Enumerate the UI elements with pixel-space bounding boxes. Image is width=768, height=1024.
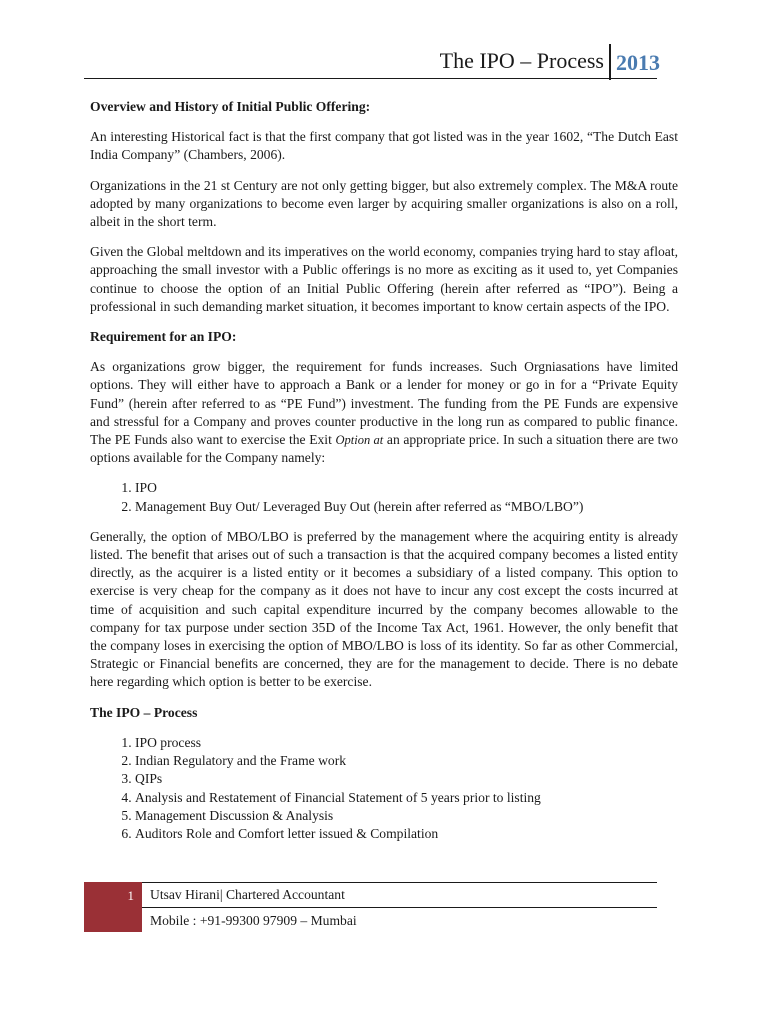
document-body bbox=[90, 98, 678, 855]
footer-author: Utsav Hirani| Chartered Accountant bbox=[150, 887, 345, 902]
requirement-paragraph bbox=[90, 358, 678, 467]
list-item: 4. Analysis and Restatement of Financial Statement of 5 years prior to listing bbox=[135, 789, 678, 807]
footer-rule-middle bbox=[142, 907, 657, 908]
page-header bbox=[0, 44, 768, 80]
requirement-heading: Requirement for an IPO: bbox=[90, 329, 237, 345]
requirement-text-italic: Option at bbox=[335, 433, 384, 448]
header-divider bbox=[609, 44, 611, 80]
list-item: 5. Management Discussion & Analysis bbox=[135, 807, 678, 825]
list-item: 2. Management Buy Out/ Leveraged Buy Out (herein after referred as “MBO/LBO”) bbox=[135, 498, 678, 516]
overview-heading: Overview and History of Initial Public Offering: bbox=[90, 99, 371, 114]
overview-paragraph-1: An interesting Historical fact is that the first company that got listed was in the year 1602, “The Dutch East India Company” (Chambers, 2006). bbox=[90, 129, 678, 163]
header-title: The IPO – Process bbox=[439, 48, 604, 73]
list-item: 1. IPO process bbox=[135, 734, 678, 752]
requirement-text-a: As organizations grow bigger, the requirement for funds increases. Such Orgniasations have limited options. They will either have to approach a Bank or a lender for money or go in for a “Private Equity Fund” (herein after referred to as “PE Fund”) investment. The funding from the PE Funds are expensive and stressful for a Company and proves counter productive in the long run as compared to public finance. The PE Funds also want to exercise the Exit bbox=[90, 359, 678, 448]
process-list bbox=[90, 734, 678, 843]
header-rule bbox=[84, 78, 657, 79]
options-list bbox=[90, 479, 678, 515]
list-item: 2. Indian Regulatory and the Frame work bbox=[135, 752, 678, 770]
page-number: 1 bbox=[127, 888, 134, 903]
page-number-box bbox=[84, 882, 142, 932]
header-year: 2013 bbox=[616, 50, 660, 75]
list-item: 6. Auditors Role and Comfort letter issued & Compilation bbox=[135, 825, 678, 843]
process-heading: The IPO – Process bbox=[90, 704, 198, 720]
footer-mobile: Mobile : +91-99300 97909 – Mumbai bbox=[150, 913, 357, 928]
mbo-paragraph: Generally, the option of MBO/LBO is preferred by the management where the acquiring entity is already listed. The benefit that arises out of such a transaction is that the acquired company becomes a listed entity directly, as the acquirer is a listed entity or it becomes a subsidiary of a listed company. This option to exercise is very cheap for the company as it does not have to incur any cost except the costs incurred at time of acquisition and such capital expenditure incurred by the company becomes allowable to the company for tax purpose under section 35D of the Income Tax Act, 1961. However, the only benefit that the company loses in exercising the option of MBO/LBO is loss of its identity. So far as other Commercial, Strategic or Financial benefits are concerned, they are for the management to decide. There is no debate here regarding which option is better to be exercise. bbox=[90, 528, 678, 690]
list-item: 3. QIPs bbox=[135, 770, 678, 788]
page-footer bbox=[84, 882, 657, 932]
list-item: 1. IPO bbox=[135, 479, 678, 497]
overview-paragraph-2: Organizations in the 21 st Century are not only getting bigger, but also extremely complex. The M&A route adopted by many organizations to become even larger by acquiring smaller organizations is also on a roll, albeit in the short term. bbox=[90, 177, 678, 230]
overview-paragraph-3: Given the Global meltdown and its imperatives on the world economy, companies trying hard to stay afloat, approaching the small investor with a Public offerings is no more as exciting as it used to, yet Companies continue to choose the option of an Initial Public Offering (herein after referred as “IPO”). Being a professional in such demanding market situation, it becomes important to know certain aspects of the IPO. bbox=[90, 244, 678, 314]
requirement-text-b: an appropriate price. In such a situation there are two options available for the Company namely: bbox=[90, 432, 678, 466]
footer-rule-top bbox=[142, 882, 657, 883]
